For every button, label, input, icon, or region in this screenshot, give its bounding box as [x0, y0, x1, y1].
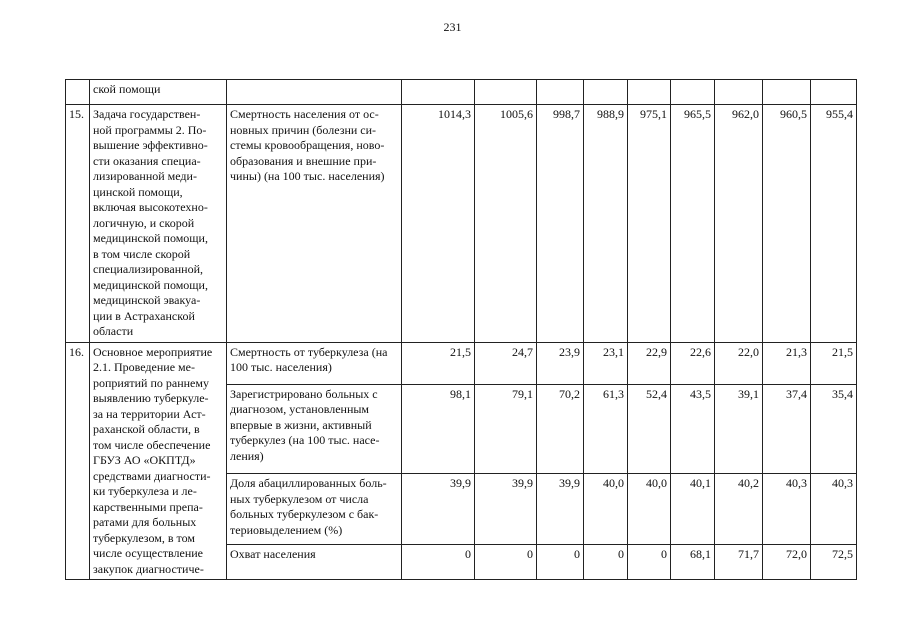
value-cell: 24,7	[475, 342, 537, 384]
value-cell: 0	[475, 545, 537, 580]
value-cell	[537, 80, 584, 105]
value-cell: 962,0	[715, 105, 763, 343]
value-cell: 40,1	[671, 474, 715, 545]
value-cell: 22,9	[628, 342, 671, 384]
value-cell: 998,7	[537, 105, 584, 343]
indicator-name: Зарегистрировано больных с диагнозом, установленным впервые в жизни, активный туберкулез (на 100 тыс. насе- ления)	[227, 384, 402, 474]
value-cell: 71,7	[715, 545, 763, 580]
value-cell: 39,9	[402, 474, 475, 545]
value-cell: 22,0	[715, 342, 763, 384]
task-cell: ской помощи	[90, 80, 227, 105]
value-cell: 22,6	[671, 342, 715, 384]
value-cell: 988,9	[584, 105, 628, 343]
indicator-name: Охват населения	[227, 545, 402, 580]
page-number: 231	[443, 20, 462, 34]
value-cell: 61,3	[584, 384, 628, 474]
value-cell: 35,4	[811, 384, 857, 474]
table-row	[66, 342, 857, 384]
value-cell: 21,3	[763, 342, 811, 384]
value-cell: 72,0	[763, 545, 811, 580]
row-index	[66, 80, 90, 105]
value-cell: 0	[402, 545, 475, 580]
value-cell	[671, 80, 715, 105]
value-cell: 975,1	[628, 105, 671, 343]
indicator-name	[227, 80, 402, 105]
value-cell	[402, 80, 475, 105]
value-cell: 40,3	[811, 474, 857, 545]
value-cell	[584, 80, 628, 105]
value-cell: 68,1	[671, 545, 715, 580]
value-cell: 0	[537, 545, 584, 580]
value-cell	[475, 80, 537, 105]
indicators-table	[65, 79, 857, 580]
value-cell: 23,1	[584, 342, 628, 384]
value-cell: 72,5	[811, 545, 857, 580]
value-cell: 40,2	[715, 474, 763, 545]
value-cell: 0	[584, 545, 628, 580]
value-cell: 955,4	[811, 105, 857, 343]
indicator-name: Смертность населения от ос- новных причин (болезни си- стемы кровообращения, ново- образования и внешние при- чины) (на 100 тыс. населения)	[227, 105, 402, 343]
value-cell	[811, 80, 857, 105]
table-row	[66, 105, 857, 343]
value-cell: 40,0	[584, 474, 628, 545]
value-cell: 43,5	[671, 384, 715, 474]
table-row	[66, 80, 857, 105]
value-cell: 98,1	[402, 384, 475, 474]
task-cell: Основное мероприятие 2.1. Проведение ме- роприятий по раннему выявлению туберкуле- за на территории Аст- раханской области, в том числе обеспечение ГБУЗ АО «ОКПТД» средствами диагности- ки туберкулеза и ле- карственными препа- ратами для больных туберкулезом, в том числе осуществление закупок диагностиче-	[90, 342, 227, 580]
value-cell: 1005,6	[475, 105, 537, 343]
value-cell: 52,4	[628, 384, 671, 474]
value-cell: 40,3	[763, 474, 811, 545]
value-cell: 960,5	[763, 105, 811, 343]
value-cell: 79,1	[475, 384, 537, 474]
value-cell: 0	[628, 545, 671, 580]
value-cell: 21,5	[811, 342, 857, 384]
value-cell: 1014,3	[402, 105, 475, 343]
row-index: 15.	[66, 105, 90, 343]
indicator-name: Смертность от туберкулеза (на 100 тыс. населения)	[227, 342, 402, 384]
value-cell: 39,9	[537, 474, 584, 545]
task-cell: Задача государствен- ной программы 2. По- вышение эффективно- сти оказания специа- лизированной меди- цинской помощи, включая высокотехно- логичную, и скорой медицинской помощи, в том числе скорой специализированной, медицинской помощи, медицинской эвакуа- ции в Астраханской области	[90, 105, 227, 343]
indicator-name: Доля абациллированных боль- ных туберкулезом от числа больных туберкулезом с бак- териовыделением (%)	[227, 474, 402, 545]
value-cell: 23,9	[537, 342, 584, 384]
value-cell: 37,4	[763, 384, 811, 474]
value-cell: 39,1	[715, 384, 763, 474]
value-cell: 70,2	[537, 384, 584, 474]
row-index: 16.	[66, 342, 90, 580]
value-cell	[628, 80, 671, 105]
value-cell: 39,9	[475, 474, 537, 545]
value-cell	[763, 80, 811, 105]
value-cell: 21,5	[402, 342, 475, 384]
value-cell	[715, 80, 763, 105]
value-cell: 40,0	[628, 474, 671, 545]
value-cell: 965,5	[671, 105, 715, 343]
